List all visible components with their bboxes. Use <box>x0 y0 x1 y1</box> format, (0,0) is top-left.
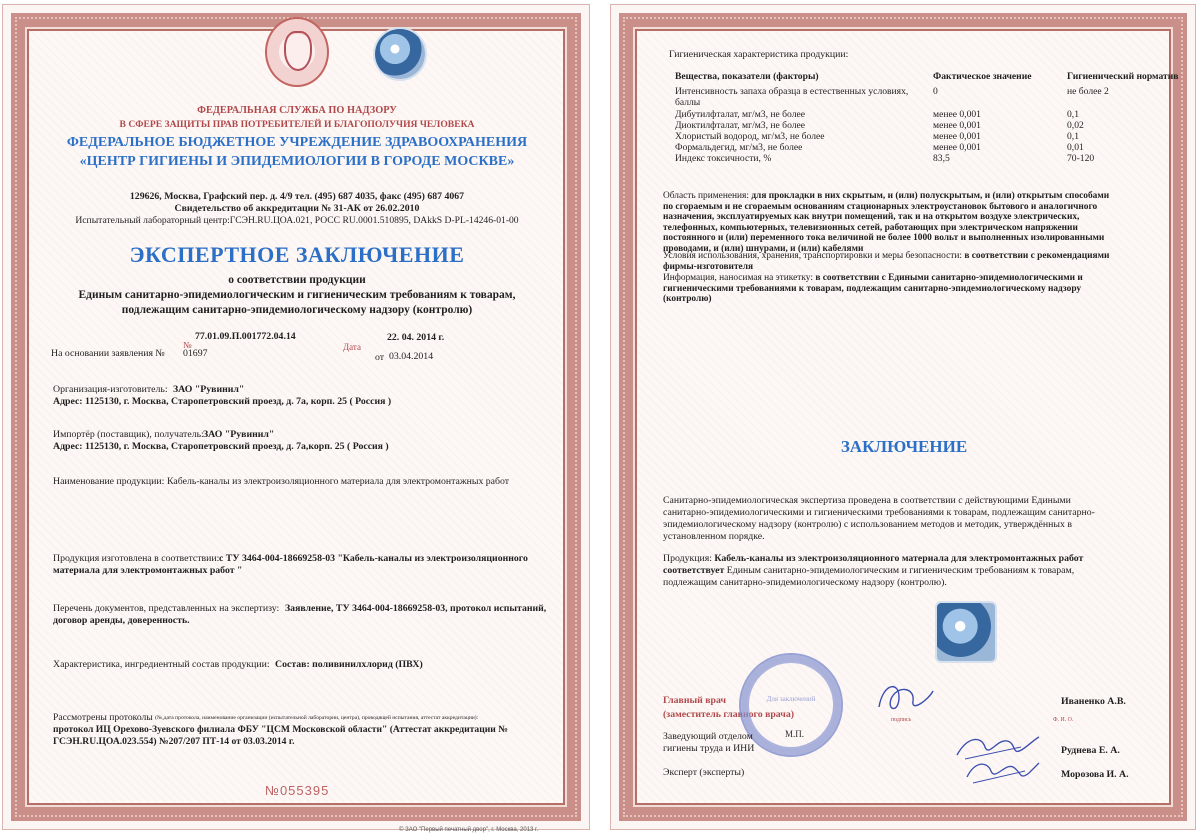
table-header-actual: Фактическое значение <box>933 71 1032 82</box>
document-title: ЭКСПЕРТНОЕ ЗАКЛЮЧЕНИЕ <box>129 242 465 267</box>
complies-rest: Единым санитарно-эпидемиологическим и гигиеническим требованиям к товарам, <box>726 565 1075 576</box>
table-row: Индекс токсичности, % <box>675 153 772 164</box>
official-seal-stamp <box>739 653 843 757</box>
table-row: Формальдегид, мг/м3, не более <box>675 142 803 153</box>
conditions-value-1: в соответствии с рекомендациями <box>964 251 1110 261</box>
scope-line-6: проводами, и (или) шнурами, и (или) кабелями <box>663 243 864 254</box>
manufacturer-label: Организация-изготовитель: <box>53 384 168 395</box>
documents-value-1: Заявление, ТУ 3464-004-18669258-03, протокол испытаний, <box>285 603 547 614</box>
application-label: На основании заявления № <box>51 348 165 359</box>
importer-address: Адрес: 1125130, г. Москва, Старопетровский проезд, д. 7а,корп. 25 ( Россия ) <box>53 441 389 452</box>
row-norm: 0,02 <box>1067 120 1084 131</box>
institution-line-2: «ЦЕНТР ГИГИЕНЫ И ЭПИДЕМИОЛОГИИ В ГОРОДЕ МОСКВЕ» <box>79 154 515 169</box>
row-actual: менее 0,001 <box>933 131 981 142</box>
made-per-label: Продукция изготовлена в соответствии: <box>53 553 220 564</box>
product-label: Продукция: <box>663 553 712 564</box>
made-per-value-2: материала для электромонтажных работ " <box>53 565 243 576</box>
subtitle-2: Единым санитарно-эпидемиологическим и гигиеническим требованиям к товарам, <box>78 289 516 301</box>
manufacturer-value: ЗАО "Рувинил" <box>173 384 245 395</box>
expert-label: Эксперт (эксперты) <box>663 767 745 778</box>
protocols-label: Рассмотрены протоколы <box>53 712 153 723</box>
subtitle-1: о соответствии продукции <box>228 274 366 286</box>
label-info-value-3: (контролю) <box>663 294 712 304</box>
department-head-label-2: гигиены труда и ИНИ <box>663 743 755 754</box>
row-norm: 0,1 <box>1067 131 1079 142</box>
date-label: Дата <box>343 342 361 352</box>
seal-place-mark: М.П. <box>785 729 805 739</box>
importer-value: ЗАО "Рувинил" <box>203 429 275 440</box>
deputy-chief-label: (заместитель главного врача) <box>663 709 794 720</box>
label-info-value-1: в соответствии с Едиными санитарно-эпидемиологическими и <box>815 273 1083 283</box>
manufacturer-address: Адрес: 1125130, г. Москва, Старопетровский проезд, д. 7а, корп. 25 ( Россия ) <box>53 396 392 407</box>
scope-line-2: по сгораемым и не сгораемым основаниям стационарных электроустановок бытового и аналогичного <box>663 201 1098 212</box>
conclusion-line-4: установленном порядке. <box>663 531 765 542</box>
protocols-value-1: протокол ИЦ Орехово-Зуевского филиала ФБУ "ЦСМ Московской области" (Аттестат аккредитации № <box>53 724 508 735</box>
department-head-label-1: Заведующий отделом <box>663 731 753 742</box>
composition-value: Состав: поливинилхлорид (ПВХ) <box>275 659 423 670</box>
table-header-norm: Гигиенический норматив <box>1067 71 1179 82</box>
table-row: Диоктилфталат, мг/м3, не более <box>675 120 806 131</box>
protocols-value-2: ГСЭН.RU.ЦОА.023.554) №207/207 ПТ-14 от 03.03.2014 г. <box>53 736 295 747</box>
documents-label: Перечень документов, представленных на экспертизу: <box>53 603 280 614</box>
table-row: Дибутилфталат, мг/м3, не более <box>675 109 806 120</box>
accreditation-certificate: Свидетельство об аккредитации № 31-АК от 26.02.2010 <box>174 203 420 214</box>
conditions-label: Условия использования, хранения, транспортировки и меры безопасности: <box>663 251 962 261</box>
hygiene-characteristics-title: Гигиеническая характеристика продукции: <box>669 49 849 60</box>
rospotrebnadzor-emblem-icon <box>265 17 329 87</box>
scope-line-1: для прокладки в них скрытым, и (или) полускрытым, и (или) открытым способами <box>751 191 1110 201</box>
label-info-label: Информация, наносимая на этикетку: <box>663 273 813 283</box>
documents-value-2: договор аренды, доверенность. <box>53 615 190 626</box>
row-actual: менее 0,001 <box>933 120 981 131</box>
made-per-value-1: с ТУ 3464-004-18669258-03 "Кабель-каналы из электроизоляционного <box>219 553 528 564</box>
product-conformity <box>663 553 1083 589</box>
expert-name: Морозова И. А. <box>1061 769 1129 780</box>
expert-signature-icon <box>961 753 1041 789</box>
row-name: Интенсивность запаха образца в естественных условиях, <box>675 86 909 97</box>
table-row: Хлористый водород, мг/м3, не более <box>675 131 825 142</box>
row-actual: менее 0,001 <box>933 109 981 120</box>
institution-address: 129626, Москва, Графский пер. д. 4/9 тел. (495) 687 4035, факс (495) 687 4067 <box>129 191 465 202</box>
table-row <box>675 86 908 108</box>
scope-line-3: назначения, эксплуатируемых как внутри помещений, так и на открытом воздухе электрических, <box>663 212 1080 222</box>
row-norm: 0,01 <box>1067 142 1084 153</box>
department-head-name: Руднева Е. А. <box>1061 745 1120 756</box>
chief-doctor-label: Главный врач <box>663 695 726 706</box>
stamp-text: Для заключений <box>766 695 816 703</box>
number-label: № <box>183 340 192 350</box>
row-name-cont: баллы <box>675 97 701 108</box>
conditions-value-2: фирмы-изготовителя <box>663 261 754 272</box>
product-value: Кабель-каналы из электроизоляционного материала для электромонтажных работ <box>714 553 1084 564</box>
lab-center: Испытательный лабораторный центр:ГСЭН.RU.ЦОА.021, РОСС RU.0001.510895, DAkkS D-PL-14246-01-00 <box>75 215 519 226</box>
conclusion-line-2: санитарно-эпидемиологическими и гигиеническими требованиями к товарам, подлежащим санитарно- <box>663 507 1095 518</box>
conclusion-text <box>663 495 1095 543</box>
importer-label: Импортёр (поставщик), получатель: <box>53 429 204 440</box>
product-value: Кабель-каналы из электроизоляционного материала для электромонтажных работ <box>167 476 510 487</box>
printer-imprint: © ЗАО "Первый печатный двор", г. Москва, 2013 г. <box>399 827 539 833</box>
complies-word: соответствует <box>663 565 725 576</box>
serial-number: №055395 <box>265 783 330 798</box>
application-date: 03.04.2014 <box>389 351 434 362</box>
hologram-sticker-icon <box>375 29 425 79</box>
application-from-label: от <box>375 352 385 363</box>
row-actual: менее 0,001 <box>933 142 981 153</box>
institution-line-1: ФЕДЕРАЛЬНОЕ БЮДЖЕТНОЕ УЧРЕЖДЕНИЕ ЗДРАВООХРАНЕНИЯ <box>66 135 528 150</box>
signature-caption: подпись <box>891 717 912 723</box>
fio-caption: Ф. И. О. <box>1053 717 1074 723</box>
row-norm: не более 2 <box>1067 86 1109 97</box>
certificate-page-back <box>610 4 1196 830</box>
chief-doctor-name: Иваненко А.В. <box>1061 696 1126 707</box>
scope-block <box>663 191 1109 254</box>
conclusion-line-3: эпидемиологическому надзору (контролю) с использованием методов и методик, утверждённых в <box>663 519 1072 530</box>
date-value: 22. 04. 2014 г. <box>387 332 445 343</box>
service-line-1: ФЕДЕРАЛЬНАЯ СЛУЖБА ПО НАДЗОРУ <box>197 105 397 116</box>
hologram-sticker-icon <box>937 603 995 661</box>
label-info-value-2: гигиеническими требованиями к товарам, подлежащим санитарно-эпидемиологическому надзору <box>663 283 1082 294</box>
composition-label: Характеристика, ингредиентный состав продукции: <box>53 659 270 670</box>
subtitle-3: подлежащим санитарно-эпидемиологическому надзору (контролю) <box>121 304 473 316</box>
scope-line-4: телефонных, компьютерных, телевизионных сетей, работающих при электрическом напряжении <box>663 222 1078 233</box>
label-info-block <box>663 273 1083 305</box>
complies-line-2: подлежащим санитарно-эпидемиологическому надзору (контролю). <box>663 577 947 588</box>
row-norm: 70-120 <box>1067 153 1095 164</box>
conclusion-line-1: Санитарно-эпидемиологическая экспертиза проведена в соответствии с действующими Едиными <box>663 495 1071 506</box>
conditions-block <box>663 251 1109 272</box>
service-line-2: В СФЕРЕ ЗАЩИТЫ ПРАВ ПОТРЕБИТЕЛЕЙ И БЛАГОПОЛУЧИЯ ЧЕЛОВЕКА <box>119 119 475 130</box>
table-header-substances: Вещества, показатели (факторы) <box>675 71 819 82</box>
row-actual: 83,5 <box>933 153 950 164</box>
certificate-page-front <box>2 4 590 833</box>
number-value: 77.01.09.П.001772.04.14 <box>195 331 296 342</box>
application-number: 01697 <box>183 348 208 359</box>
protocols-note: (№,дата протокола, наименование организации (испытательной лаборатории, центра), проводящей испытания, аттестат аккредитации): <box>155 715 479 721</box>
row-norm: 0,1 <box>1067 109 1079 120</box>
scope-line-5: постоянного и (или) переменного тока величиной не более 1000 вольт и выполненных изолированными <box>663 233 1105 243</box>
scope-label: Область применения: <box>663 191 749 201</box>
chief-signature-icon <box>869 677 939 721</box>
product-label: Наименование продукции: <box>53 476 165 487</box>
row-actual: 0 <box>933 86 938 97</box>
conclusion-title: ЗАКЛЮЧЕНИЕ <box>840 437 968 456</box>
